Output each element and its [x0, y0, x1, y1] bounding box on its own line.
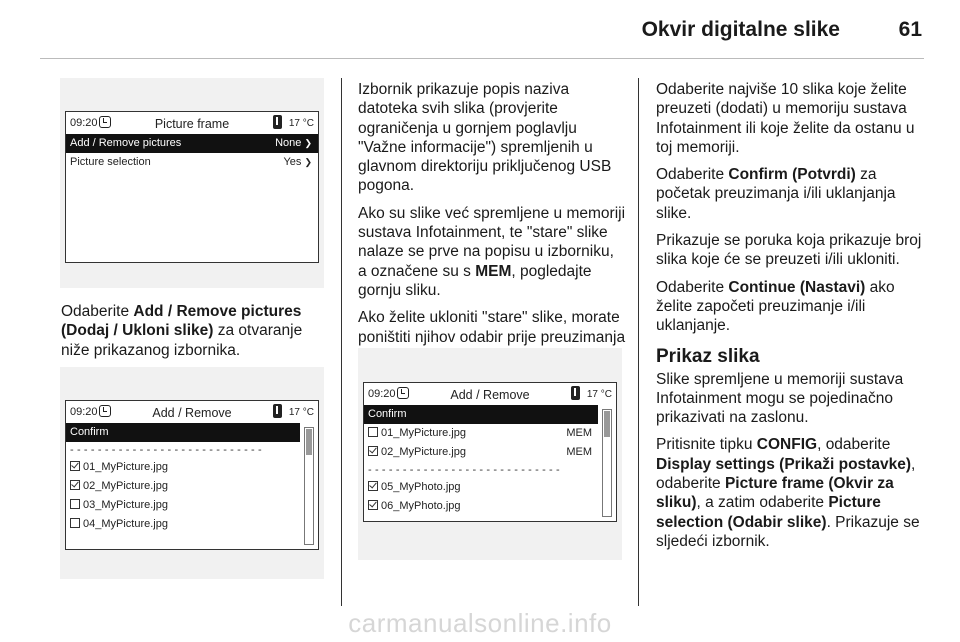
temperature: 17 °C: [288, 118, 314, 129]
list-item[interactable]: [364, 443, 598, 462]
list-item[interactable]: [66, 477, 318, 496]
bold-text: Confirm (Potvrdi): [728, 166, 856, 184]
file-name: 05_MyPhoto.jpg: [381, 481, 461, 493]
scrollbar-thumb[interactable]: [306, 429, 312, 455]
text: , odaberite: [656, 455, 916, 493]
temperature: 17 °C: [586, 389, 612, 400]
figure-add-remove-mem: [358, 348, 622, 560]
text: . Prikazuje se sljedeći izbornik.: [656, 513, 920, 550]
paragraph: [61, 302, 331, 360]
bold-text: MEM: [475, 262, 512, 280]
screen-title: Picture frame: [154, 117, 230, 131]
file-name: 03_MyPicture.jpg: [83, 499, 168, 511]
text: Odaberite: [656, 166, 729, 184]
status-bar: [66, 401, 318, 423]
list-item[interactable]: [364, 424, 598, 443]
menu-item-picture-selection[interactable]: [66, 153, 318, 172]
screen-picture-frame: [65, 111, 319, 263]
paragraph: Izbornik prikazuje popis naziva datoteka svih slika (provjerite ograničenja u gornjem poglavlju "Važne informacije") spremljenih u glavnom direktoriju priključenog USB pogona.: [358, 81, 612, 195]
column-divider: [638, 78, 639, 606]
paragraph: Prikazuje se poruka koja prikazuje broj slika koje će se preuzeti i/ili ukloniti.: [656, 232, 922, 269]
confirm-item[interactable]: [364, 405, 598, 424]
confirm-label: Confirm: [368, 408, 407, 420]
text: Odaberite: [656, 278, 729, 296]
text: ako želite započeti preuzimanje i/ili uklanjanje.: [656, 278, 895, 335]
text: za početak preuzimanja i/ili uklanjanja slike.: [656, 166, 896, 222]
file-name: 04_MyPicture.jpg: [83, 518, 168, 530]
bold-text: Picture selection (Odabir slike): [656, 494, 881, 531]
column-3: [656, 80, 926, 559]
paragraph: [358, 204, 626, 300]
file-name: 06_MyPhoto.jpg: [381, 500, 461, 512]
checkbox-empty-icon: [70, 499, 80, 509]
checkbox-empty-icon: [70, 518, 80, 528]
checkbox-checked-icon: [70, 480, 80, 490]
text: , odaberite: [817, 436, 891, 454]
chevron-right-icon: ❯: [304, 138, 312, 148]
confirm-label: Confirm: [70, 426, 109, 438]
menu-item-label: Picture selection: [70, 156, 151, 168]
page-number: 61: [898, 18, 922, 41]
screen-title: Add / Remove: [152, 406, 232, 420]
checkbox-checked-icon: [70, 461, 80, 471]
screen-add-remove: [65, 400, 319, 550]
screen-title: Add / Remove: [450, 388, 530, 402]
clock-time: 09:20: [368, 388, 396, 400]
scrollbar[interactable]: [602, 409, 612, 517]
bold-text: Add / Remove pictures (Dodaj / Ukloni slike): [61, 303, 302, 340]
watermark: carmanualsonline.info: [348, 608, 612, 638]
menu-item-add-remove[interactable]: [66, 134, 318, 153]
paragraph: Slike spremljene u memoriji sustava Infotainment mogu se pojedinačno prikazivati na zaslonu.: [656, 370, 904, 427]
thermometer-icon: [273, 404, 282, 418]
list-item[interactable]: [364, 478, 616, 497]
menu-item-value: None: [275, 137, 302, 149]
thermometer-icon: [273, 115, 282, 129]
thermometer-icon: [571, 386, 580, 400]
list-item[interactable]: [364, 497, 616, 516]
separator: ----------------------------: [70, 444, 265, 456]
menu-item-value: Yes: [283, 156, 302, 168]
status-bar: [66, 112, 318, 134]
bold-text: Display settings (Prikaži postavke): [656, 455, 911, 473]
page-title: Okvir digitalne slike: [641, 18, 840, 41]
paragraph: [656, 165, 926, 223]
text: , pogledajte gornju sliku.: [358, 262, 592, 299]
text: Pritisnite tipku: [656, 436, 757, 454]
file-name: 02_MyPicture.jpg: [83, 480, 168, 492]
file-name: 01_MyPicture.jpg: [83, 461, 168, 473]
file-name: 01_MyPicture.jpg: [381, 427, 466, 439]
scrollbar[interactable]: [304, 427, 314, 545]
checkbox-checked-icon: [368, 446, 378, 456]
screen-add-remove-mem: [363, 382, 617, 522]
checkbox-checked-icon: [368, 481, 378, 491]
mem-tag: MEM: [566, 446, 592, 458]
menu-item-label: Add / Remove pictures: [70, 137, 182, 149]
column-divider: [341, 78, 342, 606]
mem-tag: MEM: [566, 427, 592, 439]
figure-picture-frame: [60, 78, 324, 288]
column-1: [61, 302, 331, 368]
temperature: 17 °C: [288, 407, 314, 418]
paragraph: Ako želite ukloniti "stare" slike, morate poništiti njihov odabir prije preuzimanja: [358, 309, 626, 346]
confirm-item[interactable]: [66, 423, 300, 442]
header-divider: [40, 58, 924, 59]
bold-text: CONFIG: [756, 436, 818, 454]
list-item[interactable]: [66, 458, 318, 477]
figure-add-remove: [60, 367, 324, 579]
section-heading: Prikaz slika: [656, 345, 760, 367]
text: Odaberite: [61, 303, 134, 320]
text: za otvaranje niže prikazanog izbornika.: [61, 322, 303, 359]
list-item[interactable]: [66, 496, 318, 515]
list-item[interactable]: [66, 515, 318, 534]
text: , a zatim odaberite: [696, 494, 829, 512]
chevron-right-icon: ❯: [304, 157, 312, 167]
checkbox-checked-icon: [368, 500, 378, 510]
status-bar: [364, 383, 616, 405]
checkbox-empty-icon: [368, 427, 378, 437]
paragraph: [656, 435, 926, 551]
paragraph: Odaberite najviše 10 slika koje želite preuzeti (dodati) u memoriju sustava Infotainment ili koje želite da ostanu u toj memoriji.: [656, 81, 915, 156]
file-name: 02_MyPicture.jpg: [381, 446, 466, 458]
column-2: [358, 80, 626, 374]
bold-text: Continue (Nastavi): [728, 278, 866, 296]
clock-time: 09:20: [70, 117, 98, 129]
paragraph: [656, 278, 926, 336]
separator: ----------------------------: [368, 464, 563, 476]
bold-text: Picture frame (Okvir za sliku): [656, 475, 894, 512]
text: Ako su slike već spremljene u memoriji sustava Infotainment, te "stare" slike nalaze se prve na popisu u izborniku, a označene su s: [358, 204, 626, 280]
scrollbar-thumb[interactable]: [604, 411, 610, 437]
clock-time: 09:20: [70, 406, 98, 418]
